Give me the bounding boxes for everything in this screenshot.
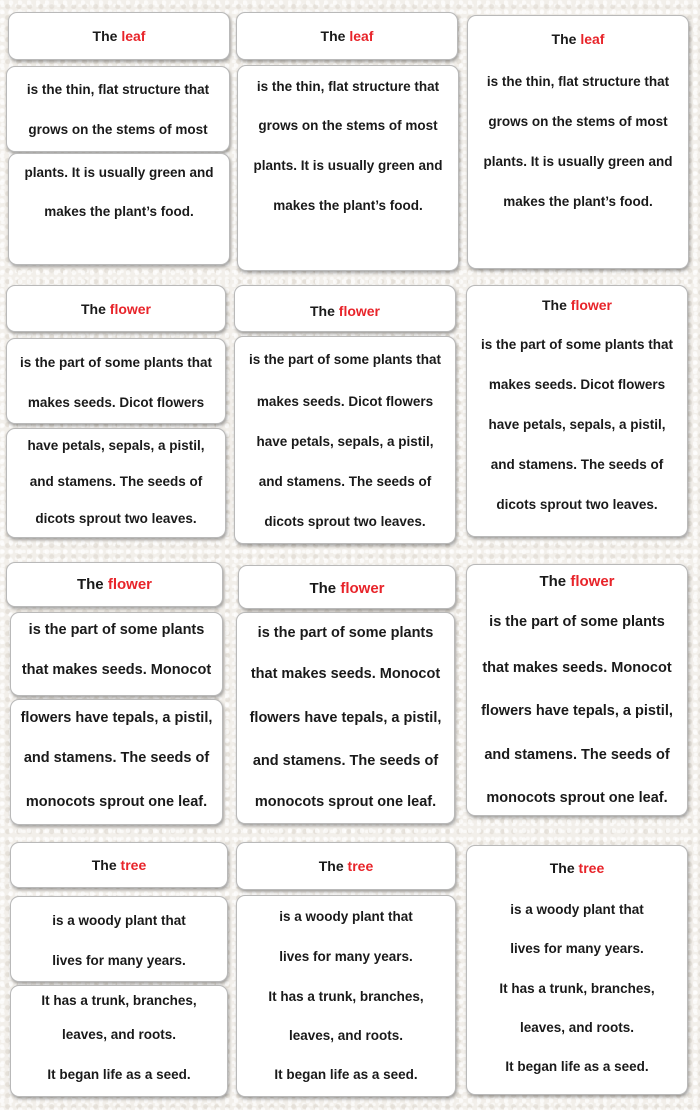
monocot-full-card-col3 xyxy=(466,564,688,816)
title-article: The xyxy=(309,580,337,597)
definition-line: have petals, sepals, a pistil, xyxy=(488,416,666,432)
dicot-title-card-col2 xyxy=(234,285,456,332)
keyword-flower: flower xyxy=(570,572,615,590)
leaf-title-card-col1 xyxy=(8,12,230,60)
definition-line: lives for many years. xyxy=(279,948,413,964)
card-definition xyxy=(468,61,688,221)
definition-line: It has a trunk, branches, xyxy=(499,980,655,996)
definition-line: leaves, and roots. xyxy=(61,1026,177,1042)
title-article: The xyxy=(309,302,335,319)
definition-line: makes seeds. Dicot flowers xyxy=(256,393,434,409)
title-article: The xyxy=(539,572,567,590)
keyword-tree: tree xyxy=(578,860,605,876)
definition-line: makes the plant’s food. xyxy=(503,193,653,209)
monocot-definition-col2 xyxy=(236,612,455,824)
definition-line: is the thin, flat structure that xyxy=(26,81,210,97)
definition-line: lives for many years. xyxy=(52,952,186,968)
definition-line: that makes seeds. Monocot xyxy=(482,660,672,676)
dicot-definition-part2-col1 xyxy=(6,428,226,538)
leaf-definition-part2-col1 xyxy=(8,153,230,265)
definition-line: monocots sprout one leaf. xyxy=(254,794,437,811)
card-title xyxy=(467,286,687,324)
definition-line: dicots sprout two leaves. xyxy=(264,513,426,529)
monocot-definition-part2-col1 xyxy=(10,699,223,825)
definition-line: makes the plant’s food. xyxy=(44,203,194,219)
title-article: The xyxy=(76,576,104,593)
keyword-leaf: leaf xyxy=(580,30,605,47)
definition-line: grows on the stems of most xyxy=(28,121,208,137)
definition-line: plants. It is usually green and xyxy=(253,157,443,173)
definition-line: flowers have tepals, a pistil, xyxy=(249,709,442,726)
card-definition xyxy=(467,324,687,524)
leaf-definition-part1-col1 xyxy=(6,66,230,152)
monocot-title-card-col1 xyxy=(6,562,223,607)
definition-line: grows on the stems of most xyxy=(488,113,668,129)
keyword-flower: flower xyxy=(338,302,381,319)
definition-line: leaves, and roots. xyxy=(288,1027,404,1043)
definition-line: is the thin, flat structure that xyxy=(486,73,670,89)
keyword-leaf: leaf xyxy=(349,28,374,44)
tree-definition-part2-col1 xyxy=(10,985,228,1097)
definition-line: and stamens. The seeds of xyxy=(484,747,670,763)
definition-line: is a woody plant that xyxy=(279,908,413,924)
definition-line: dicots sprout two leaves. xyxy=(35,511,197,527)
tree-definition-col2 xyxy=(236,895,456,1097)
definition-line: flowers have tepals, a pistil, xyxy=(20,710,213,726)
title-article: The xyxy=(551,30,577,47)
definition-line: leaves, and roots. xyxy=(519,1019,635,1035)
tree-definition-part1-col1 xyxy=(10,896,228,982)
card-definition xyxy=(467,890,687,1086)
definition-line: and stamens. The seeds of xyxy=(258,473,432,489)
definition-line: plants. It is usually green and xyxy=(24,164,214,180)
title-article: The xyxy=(92,28,118,44)
definition-line: It began life as a seed. xyxy=(274,1066,418,1082)
dicot-definition-col2 xyxy=(234,336,456,544)
definition-line: is the thin, flat structure that xyxy=(256,79,440,94)
definition-line: lives for many years. xyxy=(510,940,644,956)
definition-line: makes the plant’s food. xyxy=(273,197,423,213)
definition-line: It began life as a seed. xyxy=(505,1058,649,1074)
definition-line: and stamens. The seeds of xyxy=(29,473,203,489)
definition-line: It began life as a seed. xyxy=(47,1066,191,1082)
dicot-full-card-col3 xyxy=(466,285,688,537)
keyword-tree: tree xyxy=(347,858,374,874)
definition-line: and stamens. The seeds of xyxy=(490,456,664,472)
keyword-flower: flower xyxy=(109,300,152,317)
definition-line: have petals, sepals, a pistil, xyxy=(27,437,205,453)
definition-line: is the part of some plants xyxy=(489,614,665,630)
keyword-flower: flower xyxy=(570,297,613,313)
leaf-title-card-col2 xyxy=(236,12,458,60)
definition-line: is a woody plant that xyxy=(52,912,186,928)
definition-line: is the part of some plants xyxy=(257,624,434,641)
definition-line: is the part of some plants that xyxy=(480,336,674,352)
definition-line: makes seeds. Dicot flowers xyxy=(488,376,666,392)
definition-line: dicots sprout two leaves. xyxy=(496,496,658,512)
card-title xyxy=(467,846,687,890)
title-article: The xyxy=(541,297,567,313)
definition-line: that makes seeds. Monocot xyxy=(21,662,212,678)
definition-line: monocots sprout one leaf. xyxy=(25,794,208,810)
definition-line: grows on the stems of most xyxy=(258,117,438,133)
definition-line: monocots sprout one leaf. xyxy=(486,790,668,806)
tree-title-card-col2 xyxy=(236,842,456,890)
definition-line: It has a trunk, branches, xyxy=(268,988,424,1004)
title-article: The xyxy=(320,28,346,44)
title-article: The xyxy=(80,300,106,317)
definition-line: have petals, sepals, a pistil, xyxy=(256,433,434,449)
definition-line: that makes seeds. Monocot xyxy=(250,666,441,683)
keyword-tree: tree xyxy=(120,857,147,873)
leaf-definition-col2 xyxy=(237,65,459,271)
definition-line: is the part of some plants that xyxy=(19,354,213,370)
dicot-definition-part1-col1 xyxy=(6,338,226,424)
definition-line: is the part of some plants that xyxy=(248,351,442,367)
keyword-leaf: leaf xyxy=(121,28,146,44)
monocot-title-card-col2 xyxy=(238,565,456,609)
monocot-definition-part1-col1 xyxy=(10,612,223,696)
keyword-flower: flower xyxy=(107,576,153,593)
definition-line: and stamens. The seeds of xyxy=(23,750,210,766)
definition-line: plants. It is usually green and xyxy=(483,153,673,169)
definition-line: and stamens. The seeds of xyxy=(252,752,439,769)
definition-line: makes seeds. Dicot flowers xyxy=(27,394,205,410)
definition-line: is the part of some plants xyxy=(28,622,205,638)
definition-line: It has a trunk, branches, xyxy=(41,992,197,1008)
keyword-flower: flower xyxy=(340,580,385,597)
title-article: The xyxy=(91,857,117,873)
tree-title-card-col1 xyxy=(10,842,228,888)
definition-line: is a woody plant that xyxy=(510,901,644,917)
title-article: The xyxy=(549,860,575,876)
definition-line: flowers have tepals, a pistil, xyxy=(481,703,673,719)
title-article: The xyxy=(318,858,344,874)
dicot-title-card-col1 xyxy=(6,285,226,332)
card-definition xyxy=(467,597,687,819)
tree-full-card-col3 xyxy=(466,845,688,1095)
card-title xyxy=(467,565,687,597)
card-title xyxy=(468,16,688,61)
leaf-full-card-col3 xyxy=(467,15,689,269)
